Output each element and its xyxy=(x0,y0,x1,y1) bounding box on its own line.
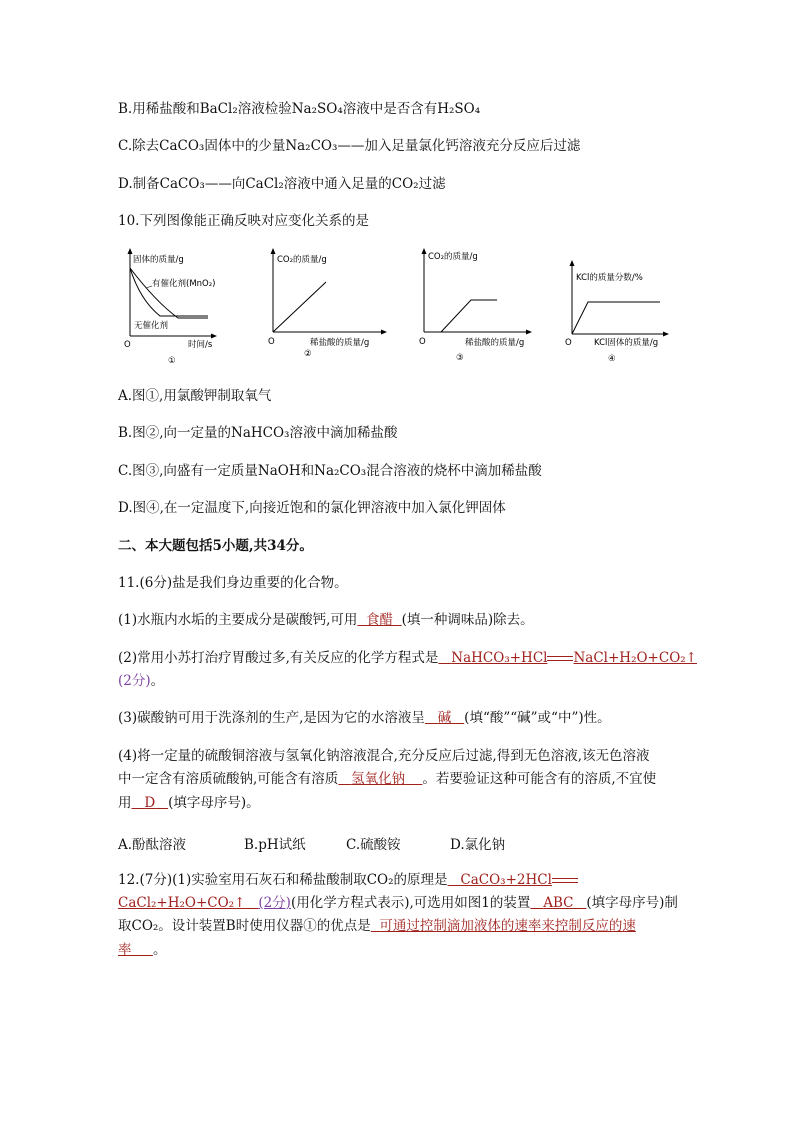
q11-part2 xyxy=(118,649,697,667)
graph-1 xyxy=(118,242,218,372)
q11-part1 xyxy=(118,611,534,629)
q10-option-a: A.图①,用氯酸钾制取氧气 xyxy=(118,388,272,404)
q11-p3-answer: 碱 xyxy=(437,710,452,726)
graph-2-number: ② xyxy=(304,349,312,359)
q11-p2-end: 。 xyxy=(150,673,165,689)
q12-line2 xyxy=(118,894,678,912)
q11-p4-text-a: 中一定含有溶质硫酸钠,可能含有溶质 xyxy=(118,771,339,787)
graph-3 xyxy=(415,242,545,372)
q11-part4-line1: (4)将一定量的硫酸铜溶液与氢氧化钠溶液混合,充分反应后过滤,得到无色溶液,该无色溶液 xyxy=(118,748,650,764)
q11-p3-text-b: (填“酸”“碱”或“中”)性。 xyxy=(464,710,611,726)
q12-line3 xyxy=(118,917,636,935)
q11-part4-line3 xyxy=(118,794,260,812)
q12-answer-eq-right: CaCl₂+H₂O+CO₂↑ xyxy=(118,895,246,911)
q10-option-b: B.图②,向一定量的NaHCO₃溶液中滴加稀盐酸 xyxy=(118,425,398,441)
q12-answer-apparatus: ABC xyxy=(543,895,574,911)
q11-p4-text-c: 用 xyxy=(118,795,132,811)
graph-2 xyxy=(264,242,394,372)
q11-choice-d: D.氯化钠 xyxy=(450,837,506,853)
q12-line1 xyxy=(118,871,578,889)
section-heading: 二、本大题包括5小题,共34分。 xyxy=(118,538,313,554)
q12-end: 。 xyxy=(152,942,167,958)
graph-2-xlabel: 稀盐酸的质量/g xyxy=(310,338,370,348)
graph-1-curve2-label: 无催化剂 xyxy=(134,321,169,331)
graph-1-ylabel: 固体的质量/g xyxy=(133,255,184,265)
q12-text-d: 取CO₂。设计装置B时使用仪器①的优点是 xyxy=(118,918,371,934)
q12-line4 xyxy=(118,941,166,959)
graph-1-curve1-label: 有催化剂(MnO₂) xyxy=(152,279,216,289)
q12-score: (2分) xyxy=(258,895,291,911)
graph-4-origin: O xyxy=(565,338,572,348)
q11-part2-cont xyxy=(118,672,164,690)
q10-option-c: C.图③,向盛有一定质量NaOH和Na₂CO₃混合溶液的烧杯中滴加稀盐酸 xyxy=(118,463,542,479)
q11-part4-line2 xyxy=(118,770,656,788)
graph-1-number: ① xyxy=(168,356,176,366)
q11-p1-text-b: (填一种调味品)除去。 xyxy=(401,612,534,628)
graph-3-xlabel: 稀盐酸的质量/g xyxy=(465,338,525,348)
q10-stem: 10.下列图像能正确反映对应变化关系的是 xyxy=(118,213,369,229)
q12-text-b: (用化学方程式表示),可选用如图1的装置 xyxy=(290,895,531,911)
graph-3-number: ③ xyxy=(456,353,464,363)
q12-text-c: (填字母序号)制 xyxy=(586,895,678,911)
q12-answer-advantage-cont: 率 xyxy=(118,942,132,958)
graph-4-number: ④ xyxy=(608,354,616,364)
q11-p2-answer: NaHCO₃+HCl NaCl+H₂O+CO₂↑ xyxy=(451,650,697,666)
graph-4-ylabel: KCl的质量分数/% xyxy=(576,273,643,283)
q11-choice-a: A.酚酞溶液 xyxy=(118,837,187,853)
q11-p1-answer: 食醋 xyxy=(366,612,394,628)
graph-3-origin: O xyxy=(419,337,426,347)
q11-stem: 11.(6分)盐是我们身边重要的化合物。 xyxy=(118,575,348,591)
q9-option-d: D.制备CaCO₃——向CaCl₂溶液中通入足量的CO₂过滤 xyxy=(118,176,446,192)
q12-answer-eq-left: CaCO₃+2HCl xyxy=(448,872,578,888)
q9-option-c: C.除去CaCO₃固体中的少量Na₂CO₃——加入足量氯化钙溶液充分反应后过滤 xyxy=(118,138,581,154)
q11-p4-answer1: 氢氧化钠 xyxy=(351,771,406,787)
graph-4-xlabel: KCl固体的质量/g xyxy=(594,338,659,348)
q11-choice-c: C.硫酸铵 xyxy=(346,837,401,853)
graph-4 xyxy=(562,242,682,372)
q11-p1-text-a: (1)水瓶内水垢的主要成分是碳酸钙,可用 xyxy=(118,612,358,628)
graph-3-ylabel: CO₂的质量/g xyxy=(428,252,478,262)
q11-p2-text: (2)常用小苏打治疗胃酸过多,有关反应的化学方程式是 xyxy=(118,650,439,666)
graph-2-ylabel: CO₂的质量/g xyxy=(277,255,327,265)
q12-text-a: 12.(7分)(1)实验室用石灰石和稀盐酸制取CO₂的原理是 xyxy=(118,872,448,888)
q11-part3 xyxy=(118,709,611,727)
q10-option-d: D.图④,在一定温度下,向接近饱和的氯化钾溶液中加入氯化钾固体 xyxy=(118,500,506,516)
q11-p3-text-a: (3)碳酸钠可用于洗涤剂的生产,是因为它的水溶液呈 xyxy=(118,710,425,726)
q9-option-b: B.用稀盐酸和BaCl₂溶液检验Na₂SO₄溶液中是否含有H₂SO₄ xyxy=(118,101,481,117)
q11-p4-answer2: D xyxy=(144,795,156,811)
q11-p4-text-b: 。若要验证这种可能含有的溶质,不宜使 xyxy=(422,771,657,787)
q11-p2-score: (2分) xyxy=(118,673,151,689)
q11-choice-b: B.pH试纸 xyxy=(244,837,306,853)
graph-2-origin: O xyxy=(268,337,275,347)
graph-1-xlabel: 时间/s xyxy=(188,340,213,350)
q11-p4-text-d: (填字母序号)。 xyxy=(168,795,260,811)
graph-1-origin: O xyxy=(124,340,131,350)
q12-answer-advantage: 可通过控制滴加液体的速率来控制反应的速 xyxy=(379,918,636,934)
